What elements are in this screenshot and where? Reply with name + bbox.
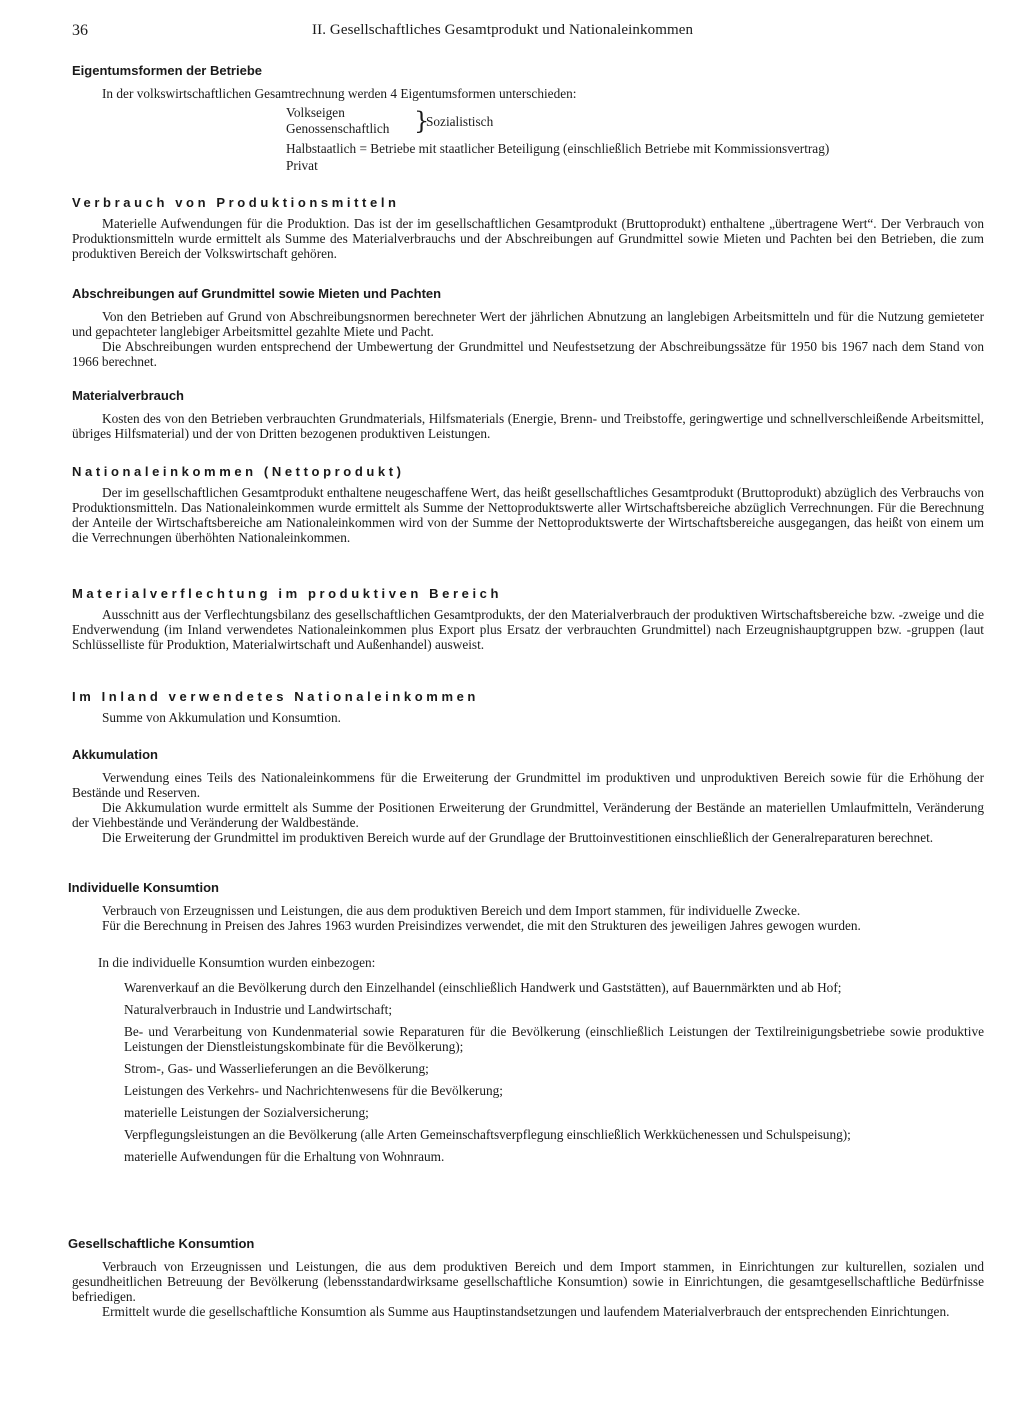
- eigentum-intro: In der volkswirtschaftlichen Gesamtrechnung werden 4 Eigentumsformen unterschieden:: [102, 86, 577, 101]
- form-privat: Privat: [286, 158, 318, 173]
- section-materialverbrauch: [72, 387, 984, 441]
- list-item: Be- und Verarbeitung von Kundenmaterial sowie Reparaturen für die Bevölkerung (einschließlich Leistungen der Textilreinigungsbetriebe sowie produktive Leistungen der Dienstleistungskombinate für die Bevölkerung);: [124, 1024, 984, 1054]
- section-gesellschaftliche-konsumtion: [68, 1235, 984, 1319]
- section-akkumulation: [72, 746, 984, 845]
- document-page: [68, 22, 984, 1319]
- akkumulation-p1: Verwendung eines Teils des Nationaleinkommens für die Erweiterung der Grundmittel im produktiven und unproduktiven Bereich sowie für die Erhöhung der Bestände und Reserven.: [72, 770, 984, 800]
- akkumulation-p3: Die Erweiterung der Grundmittel im produktiven Bereich wurde auf der Grundlage der Bruttoinvestitionen einschließlich der Generalreparaturen berechnet.: [102, 830, 934, 845]
- materialverbrauch-text: Kosten des von den Betrieben verbrauchten Grundmaterials, Hilfsmaterials (Energie, Brenn- und Treibstoffe, geringwertige und schnellverschleißende Arbeitsmittel, übriges Hilfsmaterial) und der von Dritten bezogenen produktiven Leistungen.: [72, 411, 984, 441]
- list-item: Warenverkauf an die Bevölkerung durch den Einzelhandel (einschließlich Handwerk und Gaststätten), auf Bauernmärkten und ab Hof;: [124, 980, 842, 995]
- materialverflechtung-text: Ausschnitt aus der Verflechtungsbilanz des gesellschaftlichen Gesamtprodukts, der den Materialverbrauch der produktiven Wirtschaftsbereiche bzw. -zweige und die Endverwendung (im Inland verwendetes Nationaleinkommen plus Export plus Ersatz der verbrauchten Grundmittel) nach Erzeugnishauptgruppen bzw. -gruppen (laut Schlüsselliste für Produktion, Materialwirtschaft und Außenhandel) ausweist.: [72, 607, 984, 652]
- page-header: [72, 22, 984, 46]
- gesellschaftlich-p1: Verbrauch von Erzeugnissen und Leistungen, die aus dem produktiven Bereich und dem Import stammen, in Einrichtungen zur kulturellen, sozialen und gesundheitlichen Betreuung der Bevölkerung (lebensstandardwirksame gesellschaftliche Konsumtion) sowie in Einrichtungen, die gesamtgesellschaftliche Bedürfnisse befriedigen.: [72, 1259, 984, 1304]
- abschreibungen-p1: Von den Betrieben auf Grund von Abschreibungsnormen berechneter Wert der jährlichen Abnutzung an langlebigen Arbeitsmitteln und für die Nutzung gemieteter und gepachteter langlebiger Arbeitsmittel gezahlte Miete und Pacht.: [72, 309, 984, 339]
- inland-text: Summe von Akkumulation und Konsumtion.: [102, 710, 341, 725]
- section-nationaleinkommen: [72, 463, 984, 545]
- nationaleinkommen-text: Der im gesellschaftlichen Gesamtprodukt enthaltene neugeschaffene Wert, das heißt gesellschaftliches Gesamtprodukt (Bruttoprodukt) abzüglich des Verbrauchs von Produktionsmitteln. Das Nationaleinkommen wurde ermittelt als Summe der Nettoproduktswerte aller Wirtschaftsbereiche abzüglich Verrechnungen. Für die Berechnung der Anteile der Wirtschaftsbereiche am Nationaleinkommen wird von der Summe der Nettoproduktswerte der Wirtschaftsbereiche ausgegangen, das heißt von einem um die Verrechnungen überhöhten Nationaleinkommen.: [72, 485, 984, 545]
- heading-inland: Im Inland verwendetes Nationaleinkommen: [72, 689, 479, 704]
- ownership-list: [286, 105, 494, 137]
- section-materialverflechtung: [72, 585, 984, 652]
- ownership-forms: [72, 105, 984, 173]
- form-halbstaatlich: Halbstaatlich = Betriebe mit staatlicher Beteiligung (einschließlich Betriebe mit Kommissionsvertrag): [286, 141, 830, 156]
- list-item: materielle Aufwendungen für die Erhaltung von Wohnraum.: [124, 1149, 445, 1164]
- heading-materialverbrauch: Materialverbrauch: [72, 388, 184, 403]
- heading-verbrauch: Verbrauch von Produktionsmitteln: [72, 195, 400, 210]
- page-number: 36: [72, 22, 88, 39]
- heading-eigentumsformen: Eigentumsformen der Betriebe: [72, 63, 262, 78]
- section-eigentumsformen: [72, 62, 984, 173]
- heading-abschreibungen: Abschreibungen auf Grundmittel sowie Mieten und Pachten: [72, 286, 442, 301]
- gesellschaftlich-p2: Ermittelt wurde die gesellschaftliche Konsumtion als Summe aus Hauptinstandsetzungen und laufendem Materialverbrauch der entsprechenden Einrichtungen.: [102, 1304, 950, 1319]
- section-verbrauch: [72, 194, 984, 261]
- list-item: materielle Leistungen der Sozialversicherung;: [124, 1105, 369, 1120]
- akkumulation-p2: Die Akkumulation wurde ermittelt als Summe der Positionen Erweiterung der Grundmittel, Veränderung der Bestände an materiellen Umlaufmitteln, Veränderung der Viehbestände und Veränderung der Waldbestände.: [72, 800, 984, 830]
- heading-gesellschaftliche-konsumtion: Gesellschaftliche Konsumtion: [68, 1236, 255, 1251]
- form-volkseigen: Volkseigen: [286, 105, 345, 120]
- running-title: II. Gesellschaftliches Gesamtprodukt und Nationaleinkommen: [312, 22, 694, 38]
- list-item: Leistungen des Verkehrs- und Nachrichtenwesens für die Bevölkerung;: [124, 1083, 503, 1098]
- heading-materialverflechtung: Materialverflechtung im produktiven Bereich: [72, 586, 503, 601]
- label-sozialistisch: Sozialistisch: [426, 114, 494, 129]
- individuell-p1: Verbrauch von Erzeugnissen und Leistungen, die aus dem produktiven Bereich und dem Import stammen, für individuelle Zwecke.: [102, 903, 801, 918]
- heading-nationaleinkommen: Nationaleinkommen (Nettoprodukt): [72, 464, 405, 479]
- abschreibungen-p2: Die Abschreibungen wurden entsprechend der Umbewertung der Grundmittel und Neufestsetzung der Abschreibungssätze für 1950 bis 1967 nach dem Stand von 1966 berechnet.: [72, 339, 984, 369]
- heading-akkumulation: Akkumulation: [72, 747, 158, 762]
- list-item: Verpflegungsleistungen an die Bevölkerung (alle Arten Gemeinschaftsverpflegung einschließlich Werkküchenessen und Schulspeisung);: [124, 1127, 851, 1142]
- heading-individuelle-konsumtion: Individuelle Konsumtion: [68, 880, 219, 895]
- list-item: Naturalverbrauch in Industrie und Landwirtschaft;: [124, 1002, 393, 1017]
- individuell-list: [72, 980, 984, 1164]
- brace-symbol: }: [414, 107, 430, 135]
- form-genossenschaftlich: Genossenschaftlich: [286, 121, 390, 136]
- individuell-list-intro: In die individuelle Konsumtion wurden einbezogen:: [98, 955, 376, 970]
- section-individuelle-konsumtion: [68, 879, 984, 1171]
- section-inland: [72, 688, 984, 726]
- section-abschreibungen: [72, 285, 984, 369]
- list-item: Strom-, Gas- und Wasserlieferungen an die Bevölkerung;: [124, 1061, 429, 1076]
- verbrauch-text: Materielle Aufwendungen für die Produktion. Das ist der im gesellschaftlichen Gesamtprodukt (Bruttoprodukt) enthaltene „übertragene Wert“. Der Verbrauch von Produktionsmitteln wurde ermittelt als Summe des Materialverbrauchs und der Abschreibungen auf Grundmittel sowie Mieten und Pachten bei den Betrieben, die zum produktiven Bereich der Volkswirtschaft gehören.: [72, 216, 984, 261]
- individuell-p2: Für die Berechnung in Preisen des Jahres 1963 wurden Preisindizes verwendet, die mit den Strukturen des jeweiligen Jahres gewogen wurden.: [102, 918, 861, 933]
